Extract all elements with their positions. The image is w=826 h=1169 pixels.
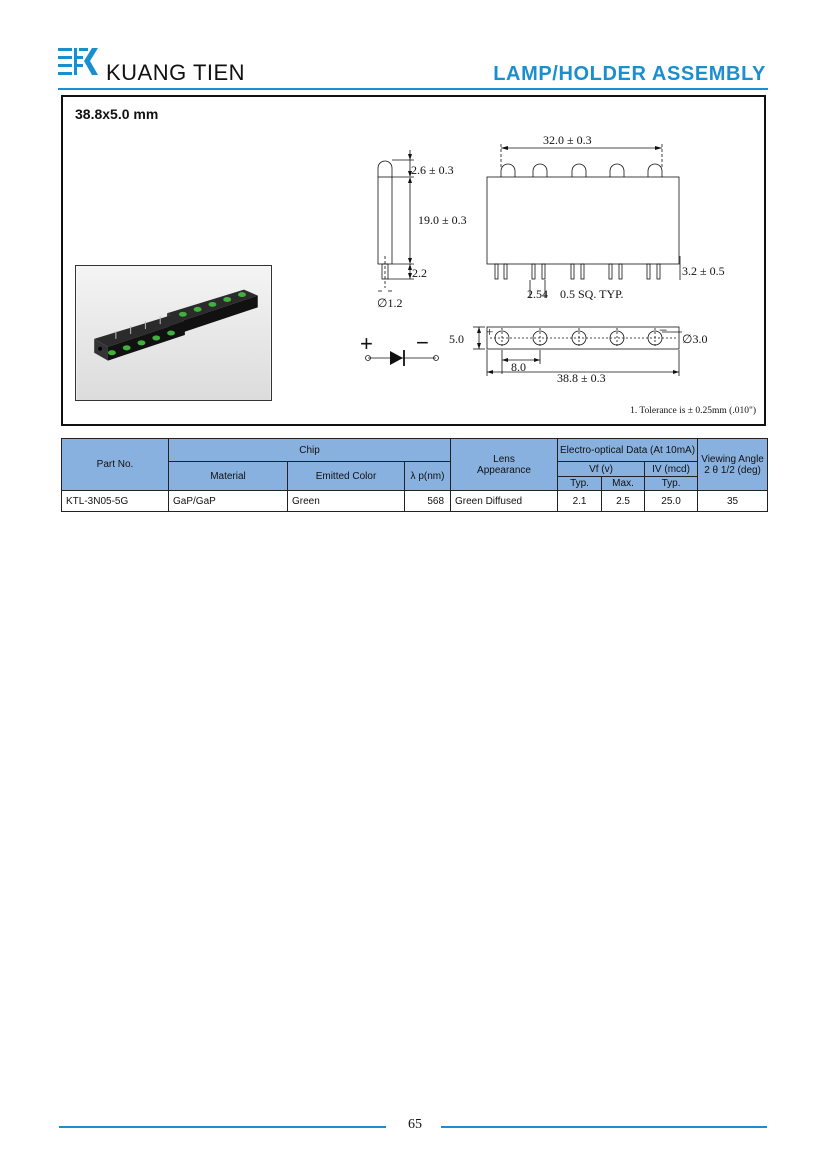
dim-body-height: 19.0 ± 0.3	[418, 213, 467, 227]
cell-vf-typ: 2.1	[558, 491, 602, 512]
header-vf: Vf (v)	[558, 462, 645, 477]
header-chip: Chip	[169, 439, 451, 462]
spec-size: 38.8x5.0 mm	[75, 106, 159, 122]
dim-pin-diameter: ∅1.2	[377, 296, 403, 310]
dim-pin-length: 2.2	[412, 266, 427, 280]
header-lens-line1: Lens	[493, 453, 515, 465]
cell-angle: 35	[698, 491, 768, 512]
footprint-minus: −	[659, 323, 668, 339]
dim-pin-pitch: 2.54	[527, 287, 548, 301]
cell-lens: Green Diffused	[451, 491, 558, 512]
dim-top-width: 32.0 ± 0.3	[543, 133, 592, 147]
dim-hole-pitch: 8.0	[511, 360, 526, 374]
dim-hole-diameter: ∅3.0	[682, 332, 708, 346]
header-viewing-angle	[698, 439, 768, 491]
cell-vf-max: 2.5	[602, 491, 645, 512]
header-rule	[58, 88, 768, 90]
header-emitted-color: Emitted Color	[288, 462, 405, 491]
cell-wavelength: 568	[405, 491, 451, 512]
header-lens	[451, 439, 558, 491]
table-row	[62, 491, 768, 512]
cell-part-no: KTL-3N05-5G	[62, 491, 169, 512]
footer-rule-left	[59, 1126, 386, 1128]
tolerance-note: 1. Tolerance is ± 0.25mm (.010")	[630, 406, 756, 416]
page-number: 65	[408, 1117, 422, 1132]
document-title: LAMP/HOLDER ASSEMBLY	[493, 63, 766, 85]
dim-total-length: 38.8 ± 0.3	[557, 371, 606, 385]
header-vf-max: Max.	[602, 477, 645, 491]
polarity-minus: −	[416, 330, 429, 355]
spec-table	[61, 438, 768, 512]
cell-material: GaP/GaP	[169, 491, 288, 512]
footprint-plus: +	[486, 324, 494, 339]
dim-pin-side: 3.2 ± 0.5	[682, 264, 725, 278]
dim-lamp-height: 2.6 ± 0.3	[411, 163, 454, 177]
header-part-no: Part No.	[62, 439, 169, 491]
brand-name: KUANG TIEN	[106, 60, 246, 85]
footer-rule-right	[441, 1126, 767, 1128]
dim-bottom-height: 5.0	[449, 332, 464, 346]
cell-color: Green	[288, 491, 405, 512]
polarity-plus: +	[360, 331, 373, 356]
header-vf-typ: Typ.	[558, 477, 602, 491]
header-angle-line1: Viewing Angle	[701, 453, 764, 465]
header-iv-typ: Typ.	[645, 477, 698, 491]
header-iv: IV (mcd)	[645, 462, 698, 477]
header-angle-line2: 2 θ 1/2 (deg)	[704, 464, 761, 476]
header-wavelength: λ p(nm)	[405, 462, 451, 491]
dimension-drawing	[340, 128, 760, 390]
company-logo	[58, 48, 102, 82]
header-lens-line2: Appearance	[477, 464, 531, 476]
header-material: Material	[169, 462, 288, 491]
product-photo	[75, 265, 272, 401]
header-electro-optical: Electro-optical Data (At 10mA)	[558, 439, 698, 462]
dim-pin-square: 0.5 SQ. TYP.	[560, 287, 624, 301]
cell-iv-typ: 25.0	[645, 491, 698, 512]
